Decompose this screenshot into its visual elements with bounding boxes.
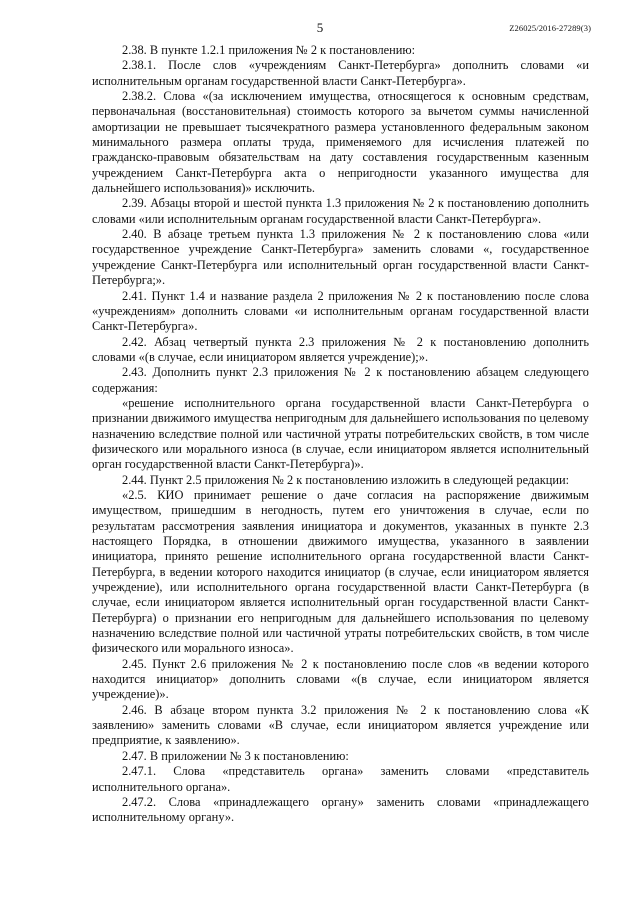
paragraph-2-47-2: 2.47.2. Слова «принадлежащего органу» заменить словами «принадлежащего исполнительному органу». [92, 794, 589, 825]
paragraph-2-38-2: 2.38.2. Слова «(за исключением имущества, относящегося к основным средствам, первоначальная (восстановительная) стоимость которого за вычетом суммы начисленной амортизации не превышает тысячекратного размера установленного федеральным законом минимального размера оплаты труда, применяемого для исчисления платежей по гражданско-правовым обязательствам на дату составления государственным казенным учреждением Санкт-Петербурга акта о непригодности указанного имущества для дальнейшего использования)» исключить. [92, 89, 589, 196]
quoted-paragraph-2-43: «решение исполнительного органа государственной власти Санкт-Петербурга о признании движимого имущества непригодным для дальнейшего использования по целевому назначению вследствие полной или частичной утраты потребительских свойств, в том числе физического или морального износа (в случае, если инициатором является исполнительный орган государственной власти Санкт-Петербурга)». [92, 395, 589, 472]
paragraph-2-44: 2.44. Пункт 2.5 приложения № 2 к постановлению изложить в следующей редакции: [122, 472, 570, 487]
quoted-paragraph-2-5: «2.5. КИО принимает решение о даче согласия на распоряжение движимым имуществом, пришедшим в негодность, путем его уничтожения в случае, если по результатам рассмотрения заявления инициатора и документов, указанных в пункте 2.3 настоящего Порядка, в отношении движимого имущества, указанного в заявлении инициатора, принято решение исполнительного органа государственной власти Санкт-Петербурга, в ведении которого находится инициатор (в случае, если инициатором является учреждение), или исполнительного органа государственной власти Санкт-Петербурга (в случае, если инициатором является исполнительный орган государственной власти Санкт-Петербурга) о признании его непригодным для дальнейшего использования по целевому назначению вследствие полной или частичной утраты потребительских свойств, в том числе физического или морального износа». [92, 487, 589, 656]
paragraph-2-42: 2.42. Абзац четвертый пункта 2.3 приложения № 2 к постановлению дополнить словами «(в случае, если инициатором является учреждение);». [92, 334, 589, 364]
paragraph-2-45: 2.45. Пункт 2.6 приложения № 2 к постановлению после слов «в ведении которого находится инициатор» дополнить словами «(в случае, если инициатором является учреждение)». [92, 656, 589, 702]
paragraph-2-46: 2.46. В абзаце втором пункта 3.2 приложения № 2 к постановлению слова «К заявлению» заменить словами «В случае, если инициатором является учреждение или предприятие, к заявлению». [92, 702, 589, 748]
paragraph-2-38: 2.38. В пункте 1.2.1 приложения № 2 к постановлению: [122, 43, 416, 57]
paragraph-2-47-1: 2.47.1. Слова «представитель органа» заменить словами «представитель исполнительного органа». [92, 764, 589, 794]
document-code: Z26025/2016-27289(3) [509, 23, 591, 33]
paragraph-2-43: 2.43. Дополнить пункт 2.3 приложения № 2 к постановлению абзацем следующего содержания: [92, 365, 589, 395]
paragraph-2-47: 2.47. В приложении № 3 к постановлению: [122, 748, 349, 763]
paragraph-2-38-1: 2.38.1. После слов «учреждениям Санкт-Петербурга» дополнить словами «и исполнительным органам государственной власти Санкт-Петербурга». [92, 58, 589, 88]
paragraph-2-41: 2.41. Пункт 1.4 и название раздела 2 приложения № 2 к постановлению после слова «учреждениям» дополнить словами «и исполнительным органам государственной власти Санкт-Петербурга». [92, 288, 589, 334]
paragraph-2-40: 2.40. В абзаце третьем пункта 1.3 приложения № 2 к постановлению слова «или государственное учреждение Санкт-Петербурга» заменить словами «, государственное учреждение Санкт-Петербурга или исполнительный орган государственной власти Санкт-Петербурга;». [92, 227, 589, 288]
document-body [92, 43, 589, 826]
paragraph-2-39: 2.39. Абзацы второй и шестой пункта 1.3 приложения № 2 к постановлению дополнить словами «или исполнительным органам государственной власти Санкт-Петербурга». [92, 196, 589, 226]
page-number: 5 [316, 20, 324, 35]
